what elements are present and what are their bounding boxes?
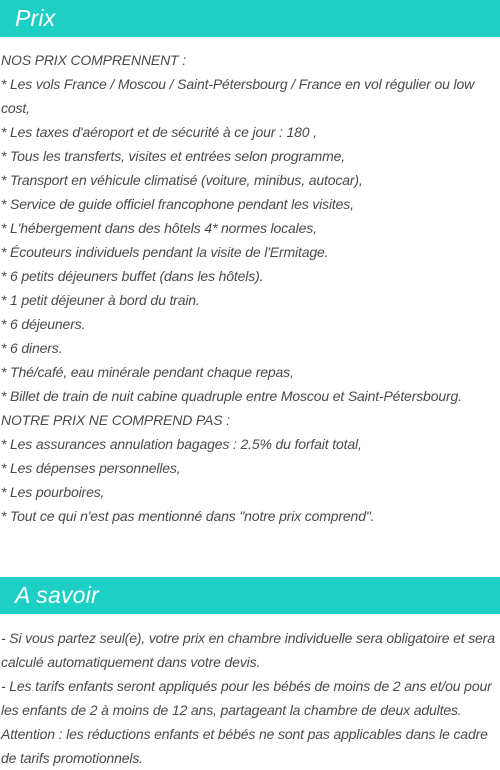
prix-section-title: Prix (0, 0, 500, 37)
prix-item: * Les taxes d'aéroport et de sécurité à ce jour : 180 , (1, 124, 317, 140)
savoir-paragraph: - Si vous partez seul(e), votre prix en chambre individuelle sera obligatoire et sera calculé automatiquement dans votre devis. (1, 630, 495, 670)
prix-item: * Service de guide officiel francophone pendant les visites, (1, 196, 354, 212)
savoir-content (1, 626, 498, 770)
prix-item: * Thé/café, eau minérale pendant chaque repas, (1, 364, 294, 380)
prix-excluded-heading: NOTRE PRIX NE COMPREND PAS : (1, 412, 230, 428)
prix-content (1, 48, 498, 528)
prix-item: * Billet de train de nuit cabine quadruple entre Moscou et Saint-Pétersbourg. (1, 388, 462, 404)
prix-excluded-item: * Les dépenses personnelles, (1, 460, 181, 476)
prix-item: * L'hébergement dans des hôtels 4* normes locales, (1, 220, 317, 236)
prix-item: * 6 petits déjeuners buffet (dans les hôtels). (1, 268, 264, 284)
prix-excluded-item: * Les pourboires, (1, 484, 105, 500)
prix-item: * Les vols France / Moscou / Saint-Pétersbourg / France en vol régulier ou low cost, (1, 76, 475, 116)
prix-item: * 6 déjeuners. (1, 316, 86, 332)
prix-item: * Tous les transferts, visites et entrées selon programme, (1, 148, 346, 164)
savoir-section-title: A savoir (0, 577, 500, 614)
prix-item: * 1 petit déjeuner à bord du train. (1, 292, 200, 308)
prix-item: * Transport en véhicule climatisé (voiture, minibus, autocar), (1, 172, 363, 188)
savoir-paragraph: Attention : les réductions enfants et bébés ne sont pas applicables dans le cadre de tarifs promotionnels. (1, 726, 488, 766)
prix-item: * 6 diners. (1, 340, 63, 356)
prix-included-heading: NOS PRIX COMPRENNENT : (1, 52, 186, 68)
prix-item: * Écouteurs individuels pendant la visite de l'Ermitage. (1, 244, 329, 260)
prix-excluded-item: * Tout ce qui n'est pas mentionné dans "notre prix comprend". (1, 508, 375, 524)
prix-excluded-item: * Les assurances annulation bagages : 2.5% du forfait total, (1, 436, 362, 452)
savoir-paragraph: - Les tarifs enfants seront appliqués pour les bébés de moins de 2 ans et/ou pour les enfants de 2 à moins de 12 ans, partageant la chambre de deux adultes. (1, 678, 492, 718)
